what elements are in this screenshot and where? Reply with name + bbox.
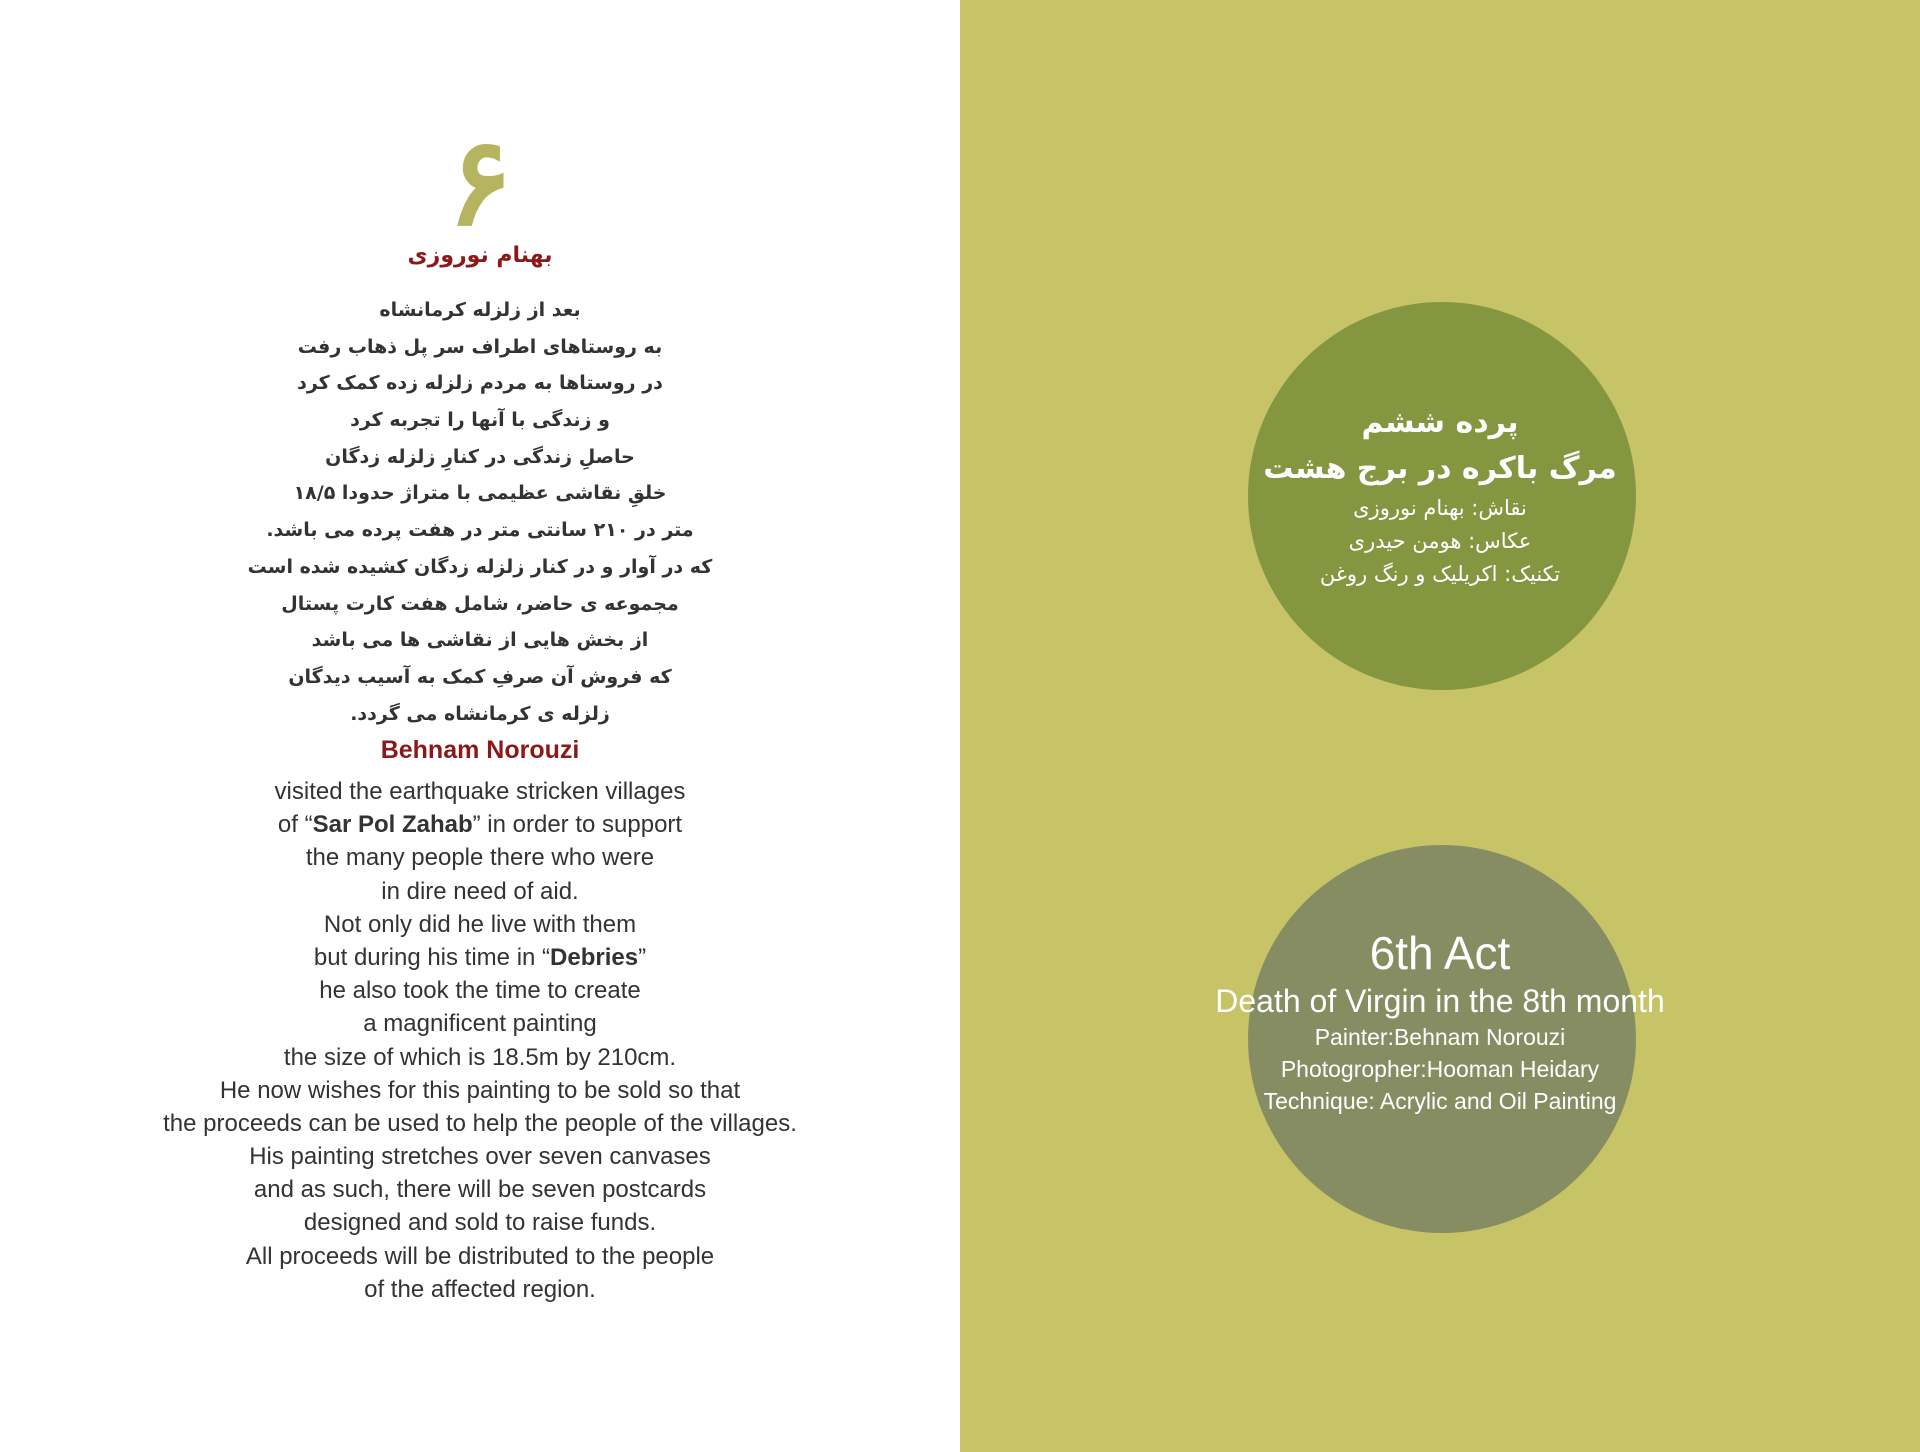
english-line: He now wishes for this painting to be sold so that xyxy=(219,1076,741,1104)
persian-act-title: پرده ششم xyxy=(1361,405,1519,440)
persian-line: که در آوار و در کنار زلزله زدگان کشیده شده است xyxy=(247,555,713,578)
persian-line: مجموعه ی حاضر، شامل هفت کارت پستال xyxy=(281,592,679,615)
english-line: of “Sar Pol Zahab” in order to support xyxy=(277,811,683,839)
english-line: and as such, there will be seven postcards xyxy=(253,1176,707,1204)
persian-technique-credit: تکنیک: اکریلیک و رنگ روغن xyxy=(1319,562,1561,586)
english-line: the proceeds can be used to help the people of the villages. xyxy=(163,1109,797,1137)
persian-info-text xyxy=(1240,400,1640,591)
persian-line: که فروش آن صرفِ کمک به آسیب دیدگان xyxy=(288,665,672,688)
persian-line: و زندگی با آنها را تجربه کرد xyxy=(350,409,610,432)
english-artist-name: Behnam Norouzi xyxy=(380,736,580,764)
place-name: Sar Pol Zahab xyxy=(312,811,473,839)
english-artwork-title: Death of Virgin in the 8th month xyxy=(1215,983,1665,1019)
persian-line: در روستاها به مردم زلزله زده کمک کرد xyxy=(297,372,663,395)
persian-description xyxy=(0,292,960,732)
english-line: in dire need of aid. xyxy=(381,877,579,905)
persian-painter-credit: نقاش: بهنام نوروزی xyxy=(1353,496,1527,520)
persian-photographer-credit: عکاس: هومن حیدری xyxy=(1348,529,1532,553)
english-line: visited the earthquake stricken villages xyxy=(274,778,686,805)
english-line: he also took the time to create xyxy=(319,977,641,1005)
english-line: the size of which is 18.5m by 210cm. xyxy=(283,1043,677,1071)
english-act-title: 6th Act xyxy=(1369,927,1511,979)
emphasis-word: Debries xyxy=(550,943,639,971)
english-line: All proceeds will be distributed to the people xyxy=(245,1242,715,1270)
english-technique-credit: Technique: Acrylic and Oil Painting xyxy=(1263,1088,1617,1114)
english-line: His painting stretches over seven canvases xyxy=(249,1143,711,1171)
english-line: the many people there who were xyxy=(305,844,655,872)
persian-line: حاصلِ زندگی در کنارِ زلزله زدگان xyxy=(325,445,635,468)
english-line: Not only did he live with them xyxy=(323,910,637,938)
english-description xyxy=(0,775,960,1306)
page-number-numeral: ۶ xyxy=(447,109,513,253)
right-page xyxy=(960,0,1920,1452)
persian-line: متر در ۲۱۰ سانتی متر در هفت پرده می باشد. xyxy=(266,519,694,542)
english-painter-credit: Painter:Behnam Norouzi xyxy=(1314,1024,1566,1050)
persian-artist-name: بهنام نوروزی xyxy=(407,243,553,268)
english-line: a magnificent painting xyxy=(363,1010,597,1038)
persian-line: خلقِ نقاشی عظیمی با متراژ حدودا ۱۸/۵ xyxy=(293,482,667,505)
english-line: but during his time in “Debries” xyxy=(313,943,647,971)
persian-artwork-title: مرگ باکره در برج هشت xyxy=(1263,451,1617,486)
persian-line: به روستاهای اطراف سر پل ذهاب رفت xyxy=(297,335,663,358)
english-photographer-credit: Photogropher:Hooman Heidary xyxy=(1280,1056,1600,1082)
persian-line: از بخش هایی از نقاشی ها می باشد xyxy=(311,629,649,652)
english-line: designed and sold to raise funds. xyxy=(303,1209,657,1237)
english-info-text xyxy=(1140,925,1740,1117)
english-line: of the affected region. xyxy=(364,1275,596,1303)
persian-line: زلزله ی کرمانشاه می گردد. xyxy=(350,702,610,725)
persian-line: بعد از زلزله کرمانشاه xyxy=(379,299,581,321)
